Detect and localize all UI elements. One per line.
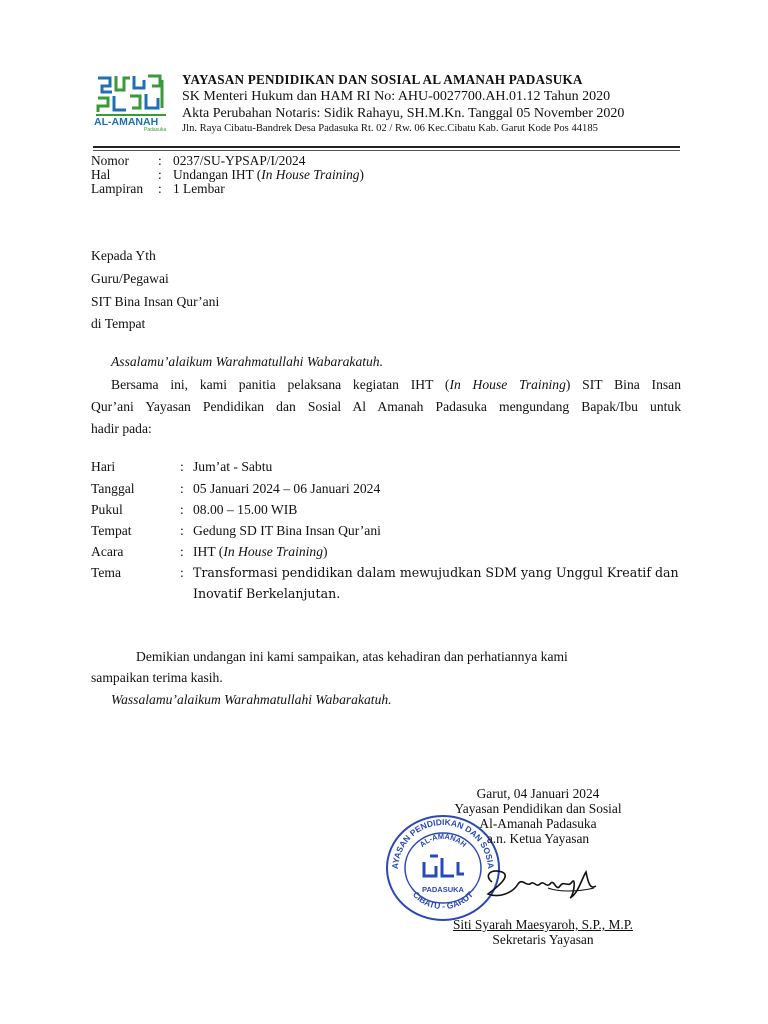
logo-text: AL-AMANAH (94, 116, 159, 128)
organization-name: YAYASAN PENDIDIKAN DAN SOSIAL AL AMANAH PADASUKA (182, 72, 583, 87)
tema-value-line-2: Inovatif Berkelanjutan. (193, 586, 341, 601)
stamp-padasuka-text: PADASUKA (422, 885, 464, 894)
hal-value-prefix: Undangan IHT ( (173, 167, 262, 182)
para1-part-a: Bersama ini, kami panitia pelaksana kegiatan IHT ( (111, 377, 450, 392)
nomor-label: Nomor (91, 153, 129, 168)
acara-separator: : (180, 544, 184, 559)
tema-value-line-1: Transformasi pendidikan dalam mewujudkan SDM yang Unggul Kreatif dan (193, 565, 679, 580)
nomor-value: 0237/SU-YPSAP/I/2024 (173, 153, 306, 168)
body-paragraph-line-2: Qur’ani Yayasan Pendidikan dan Sosial Al Amanah Padasuka mengundang Bapak/Ibu untuk (91, 399, 681, 414)
lampiran-separator: : (158, 181, 162, 196)
foundation-logo (94, 72, 172, 134)
body-paragraph-line-3: hadir pada: (91, 421, 152, 436)
deed-line: Akta Perubahan Notaris: Sidik Rahayu, SH.M.Kn. Tanggal 05 November 2020 (182, 106, 625, 121)
signatory-title: Sekretaris Yayasan (492, 932, 594, 947)
header-divider-thick (93, 146, 680, 148)
sk-decree-line: SK Menteri Hukum dan HAM RI No: AHU-0027700.AH.01.12 Tahun 2020 (182, 89, 611, 104)
hal-separator: : (158, 167, 162, 182)
closing-line-1: Demikian undangan ini kami sampaikan, atas kehadiran dan perhatiannya kami (136, 649, 568, 664)
hari-label: Hari (91, 459, 116, 474)
stamp-mid-text: AL-AMANAH (417, 831, 469, 850)
stamp-top-text: AYASAN PENDIDIKAN DAN SOSIA (389, 816, 497, 870)
hal-value-italic: In House Training (261, 167, 360, 182)
pukul-label: Pukul (91, 502, 123, 517)
recipient-line-3: SIT Bina Insan Qur’ani (91, 294, 220, 309)
hari-separator: : (180, 459, 184, 474)
header-divider-thin (93, 150, 680, 151)
lampiran-label: Lampiran (91, 181, 144, 196)
recipient-line-2: Guru/Pegawai (91, 271, 169, 286)
closing-line-2: sampaikan terima kasih. (91, 670, 223, 685)
tanggal-label: Tanggal (91, 481, 135, 496)
signature-org-line-1: Yayasan Pendidikan dan Sosial (454, 801, 622, 816)
signature-an-line: a.n. Ketua Yayasan (486, 831, 590, 846)
signatory-name: Siti Syarah Maesyaroh, S.P., M.P. (452, 917, 634, 932)
para1-italic: In House Training (449, 377, 566, 392)
tanggal-separator: : (180, 481, 184, 496)
opening-greeting: Assalamu’alaikum Warahmatullahi Wabarakatuh. (111, 354, 384, 369)
signature-org-line-2: Al-Amanah Padasuka (479, 816, 597, 831)
nomor-separator: : (158, 153, 162, 168)
pukul-value: 08.00 – 15.00 WIB (193, 502, 298, 517)
tanggal-value: 05 Januari 2024 – 06 Januari 2024 (193, 481, 381, 496)
hal-label: Hal (91, 167, 111, 182)
acara-value-prefix: IHT ( (193, 544, 224, 559)
pukul-separator: : (180, 502, 184, 517)
tema-separator: : (180, 565, 184, 580)
recipient-line-1: Kepada Yth (91, 248, 156, 263)
recipient-line-4: di Tempat (91, 316, 146, 331)
lampiran-value: 1 Lembar (173, 181, 225, 196)
handwritten-signature (478, 858, 608, 904)
tempat-separator: : (180, 523, 184, 538)
address-line: Jln. Raya Cibatu-Bandrek Desa Padasuka Rt. 02 / Rw. 06 Kec.Cibatu Kab. Garut Kode Pos 44185 (182, 123, 598, 134)
hari-value: Jum’at - Sabtu (193, 459, 273, 474)
para1-part-b: ) SIT Bina Insan (565, 377, 681, 392)
body-paragraph-line-1 (111, 377, 681, 393)
acara-label: Acara (91, 544, 124, 559)
stamp-bottom-text: CIBATU - GARUT (410, 889, 476, 912)
acara-value (193, 544, 328, 560)
tempat-label: Tempat (91, 523, 132, 538)
closing-salam: Wassalamu’alaikum Warahmatullahi Wabarakatuh. (111, 692, 392, 707)
tema-label: Tema (91, 565, 121, 580)
acara-value-suffix: ) (323, 544, 328, 559)
hal-value-suffix: ) (359, 167, 364, 182)
signature-place-date: Garut, 04 Januari 2024 (476, 786, 600, 801)
logo-subtext: Padasuka (144, 127, 167, 133)
tempat-value: Gedung SD IT Bina Insan Qur’ani (193, 523, 381, 538)
acara-value-italic: In House Training (223, 544, 324, 559)
